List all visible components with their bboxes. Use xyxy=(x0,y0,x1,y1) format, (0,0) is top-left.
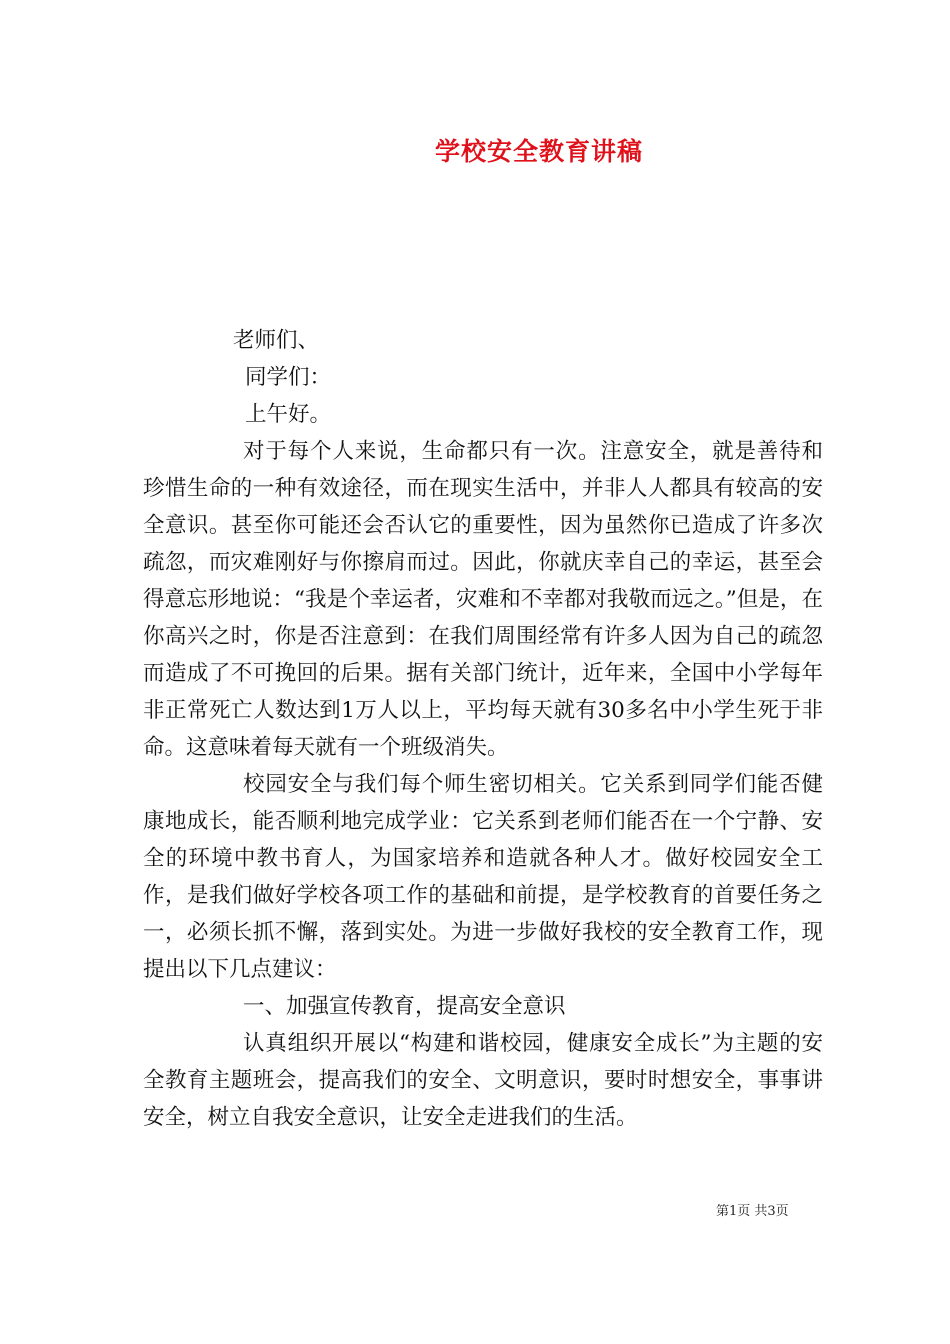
paragraph-2: 校园安全与我们每个师生密切相关。它关系到同学们能否健康地成长，能否顺利地完成学业：它关系到老师们能否在一个宁静、安全的环境中教书育人，为国家培养和造就各种人才。做好校园安全工作，是我们做好学校各项工作的基础和前提，是学校教育的首要任务之一，必须长抓不懈，落到实处。为进一步做好我校的安全教育工作，现提出以下几点建议： xyxy=(143,772,823,982)
document-body xyxy=(143,322,823,1136)
paragraph-1: 对于每个人来说，生命都只有一次。注意安全，就是善待和珍惜生命的一种有效途径，而在现实生活中，并非人人都具有较高的安全意识。甚至你可能还会否认它的重要性，因为虽然你已造成了许多次疏忽，而灾难刚好与你擦肩而过。因此，你就庆幸自己的幸运，甚至会得意忘形地说：“我是个幸运者，灾难和不幸都对我敬而远之。”但是，在你高兴之时，你是否注意到：在我们周围经常有许多人因为自己的疏忽而造成了不可挽回的后果。据有关部门统计，近年来，全国中小学每年非正常死亡人数达到1万人以上，平均每天就有30多名中小学生死于非命。这意味着每天就有一个班级消失。 xyxy=(143,439,823,760)
greeting-students: 同学们： xyxy=(245,365,332,390)
greeting-teachers: 老师们、 xyxy=(233,328,320,353)
greeting-morning: 上午好。 xyxy=(245,402,332,427)
document-title: 学校安全教育讲稿 xyxy=(434,137,643,166)
paragraph-3: 认真组织开展以“构建和谐校园，健康安全成长”为主题的安全教育主题班会，提高我们的安全、文明意识，要时时想安全，事事讲安全，树立自我安全意识，让安全走进我们的生活。 xyxy=(143,1031,823,1130)
page-number: 第1页 共3页 xyxy=(716,1204,789,1219)
section-heading-1: 一、加强宣传教育，提高安全意识 xyxy=(243,994,566,1019)
